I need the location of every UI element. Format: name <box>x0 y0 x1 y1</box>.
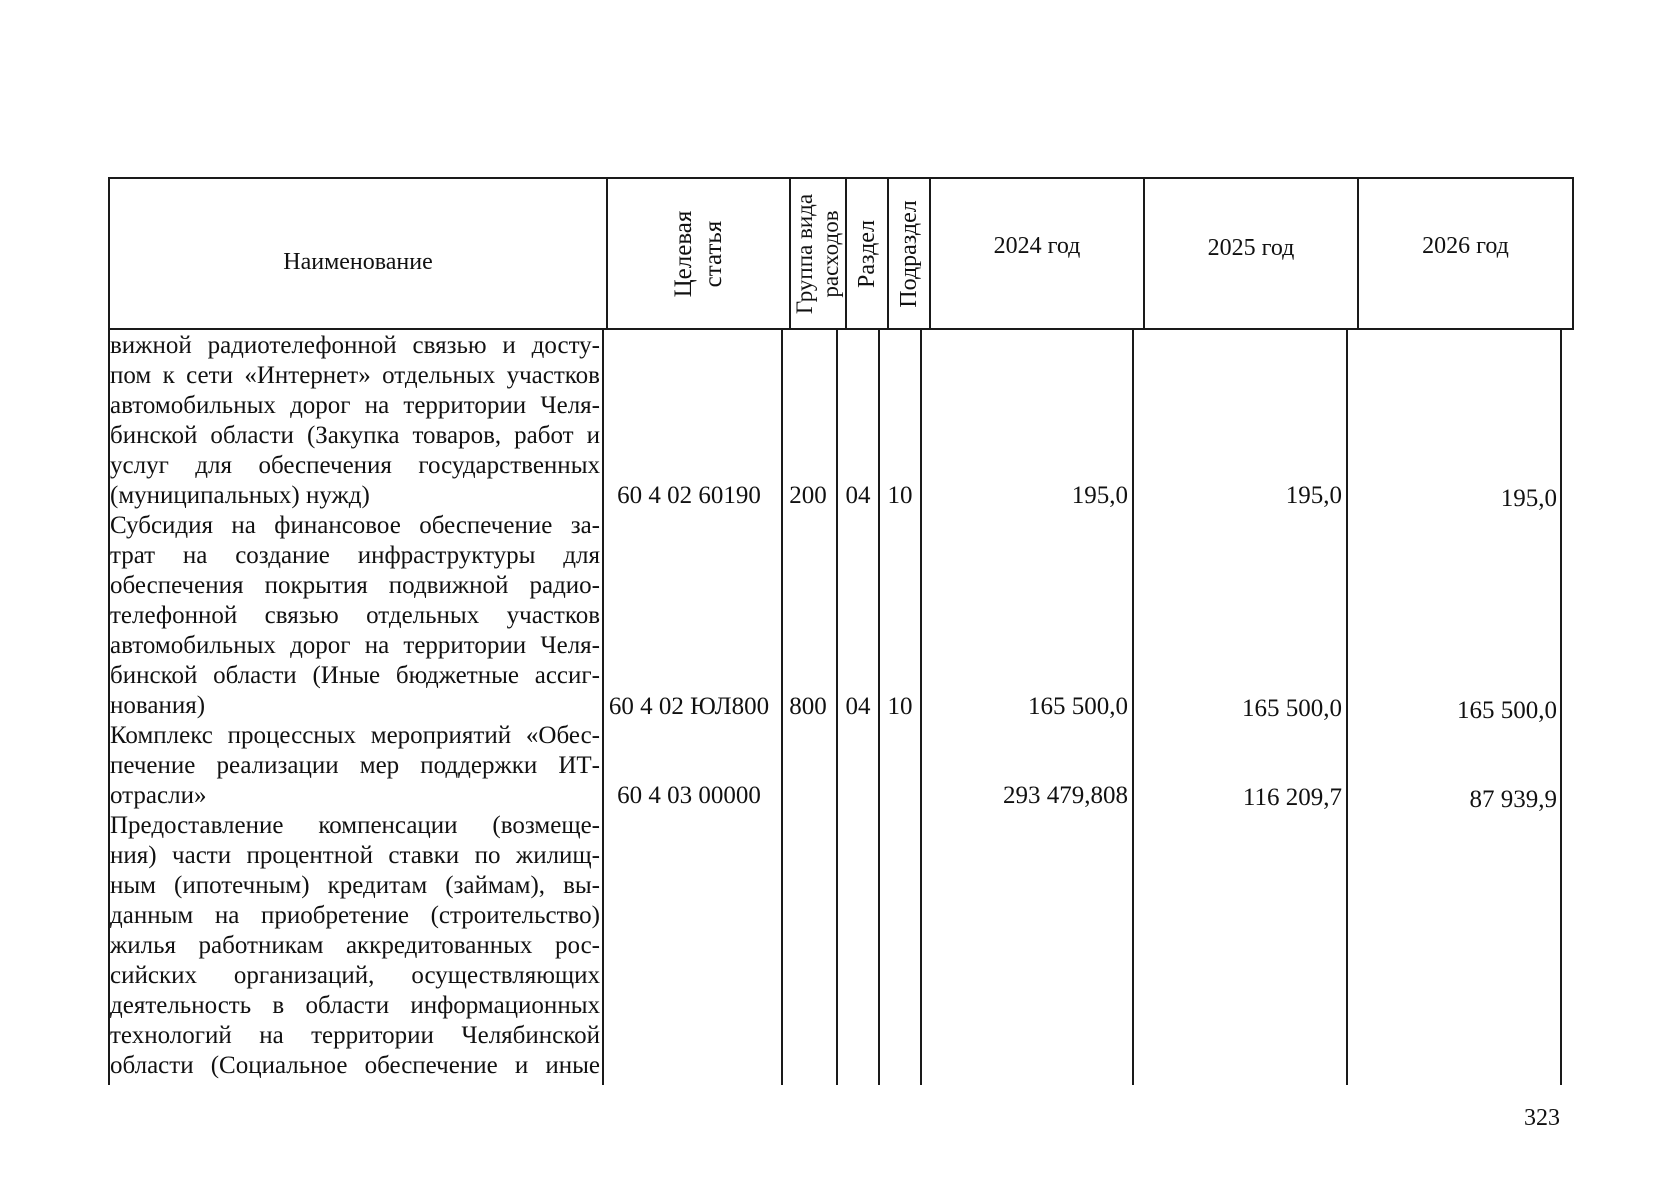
table-row-name <box>110 331 600 511</box>
row-text-line: пом к сети «Интернет» отдельных участков <box>110 362 600 389</box>
row-text-line: Предоставление компенсации (возмеще- <box>110 812 600 839</box>
row-text-line: вижной радиотелефонной связью и досту- <box>110 332 600 359</box>
row-section: 04 <box>845 482 871 509</box>
row-value-2024: 165 500,0 <box>1028 693 1128 720</box>
row-value-2026: 87 939,9 <box>1469 786 1557 813</box>
header-name-cell <box>110 179 606 328</box>
row-target-article: 60 4 02 ЮЛ800 <box>608 693 770 720</box>
row-text-line: области (Социальное обеспечение и иные <box>110 1052 600 1079</box>
header-subsection: Подраздел <box>896 199 922 308</box>
row-text-line: сийских организаций, осуществляющих <box>110 962 600 989</box>
header-subsection-cell <box>887 179 929 328</box>
table-row-name <box>110 811 600 1081</box>
row-expense-group: 200 <box>789 482 827 509</box>
table-row-name <box>110 511 600 721</box>
column-divider <box>1560 330 1562 1085</box>
row-text-line: Субсидия на финансовое обеспечение за- <box>110 512 600 539</box>
row-text-line: (муниципальных) нужд) <box>110 482 370 509</box>
row-value-2024: 293 479,808 <box>1003 782 1128 809</box>
row-section: 04 <box>845 693 871 720</box>
row-text-line: жилья работникам аккредитованных рос- <box>110 932 600 959</box>
row-value-2026: 165 500,0 <box>1457 697 1557 724</box>
column-divider <box>1132 330 1134 1085</box>
row-value-2025: 165 500,0 <box>1242 695 1342 722</box>
row-text-line: трат на создание инфраструктуры для <box>110 542 600 569</box>
row-text-line: данным на приобретение (строительство) <box>110 902 600 929</box>
header-section: Раздел <box>854 219 880 288</box>
row-text-line: услуг для обеспечения государственных <box>110 452 600 479</box>
row-text-line: автомобильных дорог на территории Челя- <box>110 632 600 659</box>
row-text-line: отрасли» <box>110 782 207 809</box>
row-value-2026: 195,0 <box>1500 485 1557 512</box>
header-expense-group-cell <box>789 179 845 328</box>
row-subsection: 10 <box>887 693 913 720</box>
header-expense-group: Группа вида расходов <box>792 193 843 314</box>
row-text-line: печение реализации мер поддержки ИТ- <box>110 752 600 779</box>
row-text-line: деятельность в области информационных <box>110 992 600 1019</box>
header-year-2026: 2026 год <box>1422 232 1509 259</box>
header-year-2024: 2024 год <box>993 232 1081 259</box>
header-name: Наименование <box>283 248 433 275</box>
row-expense-group: 800 <box>789 693 827 720</box>
header-target-article-cell <box>606 179 789 328</box>
row-value-2025: 116 209,7 <box>1242 784 1342 811</box>
row-text-line: нования) <box>110 692 206 719</box>
row-text-line: телефонной связью отдельных участков <box>110 602 600 629</box>
row-target-article: 60 4 02 60190 <box>617 482 761 509</box>
row-text-line: ния) части процентной ставки по жилищ- <box>110 842 600 869</box>
page-number: 323 <box>1524 1105 1560 1131</box>
row-text-line: технологий на территории Челябинской <box>110 1022 600 1049</box>
row-subsection: 10 <box>887 482 913 509</box>
row-value-2024: 195,0 <box>1071 482 1128 509</box>
row-text-line: бинской области (Иные бюджетные ассиг- <box>110 662 600 689</box>
table-row-name <box>110 721 600 811</box>
row-text-line: обеспечения покрытия подвижной радио- <box>110 572 600 599</box>
header-section-cell <box>845 179 887 328</box>
table-header <box>108 177 1574 330</box>
header-year-2024-cell <box>929 179 1143 328</box>
column-divider <box>1346 330 1348 1085</box>
row-text-line: бинской области (Закупка товаров, работ и <box>110 422 600 449</box>
row-target-article: 60 4 03 00000 <box>617 782 761 809</box>
row-text-line: Комплекс процессных мероприятий «Обес- <box>110 722 600 749</box>
row-text-line: автомобильных дорог на территории Челя- <box>110 392 600 419</box>
header-target-article: Целевая статья <box>669 210 727 297</box>
header-year-2025-cell <box>1143 179 1357 328</box>
row-value-2025: 195,0 <box>1285 482 1342 509</box>
header-year-2025: 2025 год <box>1207 234 1295 261</box>
header-year-2026-cell <box>1357 179 1572 328</box>
row-text-line: ным (ипотечным) кредитам (займам), вы- <box>110 872 600 899</box>
